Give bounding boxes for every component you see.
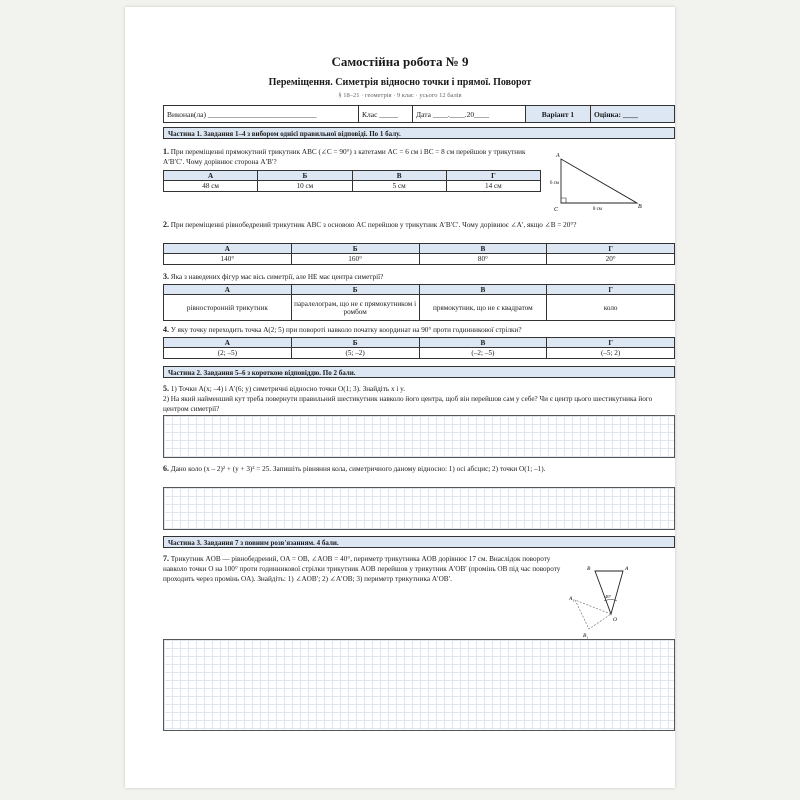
rotated-triangle (575, 600, 611, 629)
answer-table-3 (163, 284, 675, 321)
task-text: У яку точку переходить точка A(2; 5) при повороті навколо початку координат на 90° проти годинникової стрілки? (170, 326, 522, 334)
answer-key: Г (446, 171, 540, 181)
vertex-label-b: B (587, 566, 591, 572)
task-number: 1. (163, 147, 169, 156)
task-text-line1: 1) Точки A(x; –4) і A′(6; y) симетричні відносно точки O(1; 3). Знайдіть x і y. (170, 385, 406, 393)
answer-key: Б (291, 244, 419, 254)
page-title: Самостійна робота № 9 (331, 54, 469, 69)
class-field[interactable]: Клас _____ (359, 106, 413, 123)
answer-key: Б (291, 338, 419, 348)
answer-key: В (419, 285, 547, 295)
answer-option[interactable]: 5 см (352, 181, 446, 192)
part3-heading: Частина 3. Завдання 7 з повним розв'язанням. 4 бали. (163, 536, 675, 548)
side-ac-label: 6 см (550, 181, 559, 186)
answer-key: Г (547, 338, 675, 348)
part2-heading: Частина 2. Завдання 5–6 з короткою відповіддю. По 2 бали. (163, 366, 675, 378)
vertex-label-a: A (556, 153, 560, 159)
side-bc-label: 8 см (593, 207, 602, 212)
task-3 (163, 272, 675, 282)
answer-grid-5[interactable] (163, 415, 675, 458)
answer-key: Б (258, 171, 352, 181)
answer-key: Г (547, 244, 675, 254)
task-7 (163, 554, 563, 584)
answer-grid-6[interactable] (163, 487, 675, 530)
task-1 (163, 147, 541, 167)
vertex-label-o: O (613, 617, 617, 623)
task-4 (163, 325, 675, 335)
page-subtitle: Переміщення. Симетрія відносно точки і прямої. Поворот (268, 77, 532, 88)
task-number: 2. (163, 220, 169, 229)
task-text: При переміщенні прямокутний трикутник ABC (∠C = 90°) з катетами AC = 6 см і BC = 8 см перейшов у трикутник A′B′C′. Чому дорівнює сторона A′B′? (163, 148, 526, 166)
answer-key: В (419, 338, 547, 348)
answer-option[interactable]: коло (547, 295, 675, 321)
answer-option[interactable]: 80° (419, 254, 547, 265)
task-text: При переміщенні рівнобедрений трикутник ABC з основою AC перейшов у трикутник A′B′C′. Чому дорівнює ∠A′, якщо ∠B = 20°? (170, 221, 577, 229)
vertex-label-b: B (638, 204, 642, 210)
answer-grid-7[interactable] (163, 639, 675, 731)
worksheet-page (125, 7, 675, 788)
answer-option[interactable]: прямокутник, що не є квадратом (419, 295, 547, 321)
answer-key: А (164, 285, 292, 295)
answer-key: Г (547, 285, 675, 295)
answer-key: В (352, 171, 446, 181)
answer-key: В (419, 244, 547, 254)
answer-option[interactable]: (2; –5) (164, 348, 292, 359)
student-info-table (163, 105, 675, 123)
date-field[interactable]: Дата ____.____.20____ (413, 106, 526, 123)
answer-option[interactable]: 14 см (446, 181, 540, 192)
grade-field: Оцінка: ____ (591, 106, 675, 123)
angle-label: 40° (605, 594, 612, 599)
answer-table-1 (163, 170, 541, 192)
task-number: 6. (163, 464, 169, 473)
task-text: Трикутник AOB — рівнобедрений, OA = OB, ∠AOB = 40°, периметр трикутника AOB дорівнює 17 см. Внаслідок повороту навколо точки O на 100° проти годинникової стрілки трикутник AOB перейшов у трикутник A′OB′ (промінь OB під час повороту проходить через промінь OA). Знайдіть: 1) ∠AOB′; 2) ∠A′OB; 3) периметр трикутника A′OB′. (163, 555, 561, 583)
task-5 (163, 384, 675, 414)
task-text: Яка з наведених фігур має вісь симетрії, але НЕ має центра симетрії? (170, 273, 384, 281)
answer-option[interactable]: рівносторонній трикутник (164, 295, 292, 321)
task-text-line2: 2) На який найменший кут треба повернути правильний шестикутник навколо його центра, щоб він перейшов сам у себе? Чи є центр цього шестикутника його центром симетрії? (163, 395, 653, 413)
answer-option[interactable]: 48 см (164, 181, 258, 192)
answer-option[interactable]: (5; –2) (291, 348, 419, 359)
answer-option[interactable]: 160° (291, 254, 419, 265)
vertex-label-b1-sub: 1 (586, 635, 589, 640)
triangle-aob (595, 571, 623, 614)
page-meta: § 18–21 · геометрія · 9 клас · усього 12 балів (338, 92, 462, 99)
task-number: 5. (163, 384, 169, 393)
answer-key: А (164, 171, 258, 181)
answer-option[interactable]: (–5; 2) (547, 348, 675, 359)
answer-table-4 (163, 337, 675, 359)
vertex-label-a1 (569, 596, 574, 603)
task-number: 7. (163, 554, 169, 563)
task-number: 3. (163, 272, 169, 281)
answer-table-2 (163, 243, 675, 265)
student-name-field[interactable]: Виконав(ла) _____________________________ (164, 106, 359, 123)
answer-key: Б (291, 285, 419, 295)
task-2 (163, 220, 675, 230)
answer-option[interactable]: 20° (547, 254, 675, 265)
vertex-label-c: C (554, 207, 559, 213)
answer-option[interactable]: 10 см (258, 181, 352, 192)
vertex-label-a: A (625, 566, 629, 572)
vertex-label-b1-letter: B (583, 633, 587, 639)
task-number: 4. (163, 325, 169, 334)
triangle-abc-figure (545, 147, 665, 215)
answer-key: А (164, 338, 292, 348)
right-angle-mark (561, 198, 566, 203)
answer-option[interactable]: (–2; –5) (419, 348, 547, 359)
rotation-figure (569, 563, 649, 645)
variant-label: Варіант 1 (526, 106, 591, 123)
part1-heading: Частина 1. Завдання 1–4 з вибором однієї правильної відповіді. По 1 балу. (163, 127, 675, 139)
answer-key: А (164, 244, 292, 254)
answer-option[interactable]: 140° (164, 254, 292, 265)
task-6 (163, 464, 675, 474)
task-text: Дано коло (x – 2)² + (y + 3)² = 25. Запишіть рівняння кола, симетричного даному відносно: 1) осі абсцис; 2) точки O(1; –1). (170, 465, 546, 473)
vertex-label-a1-letter: A (569, 596, 573, 602)
vertex-label-a1-sub: 1 (572, 598, 575, 603)
answer-option[interactable]: паралелограм, що не є прямокутником і ромбом (291, 295, 419, 321)
triangle-shape (561, 159, 637, 203)
